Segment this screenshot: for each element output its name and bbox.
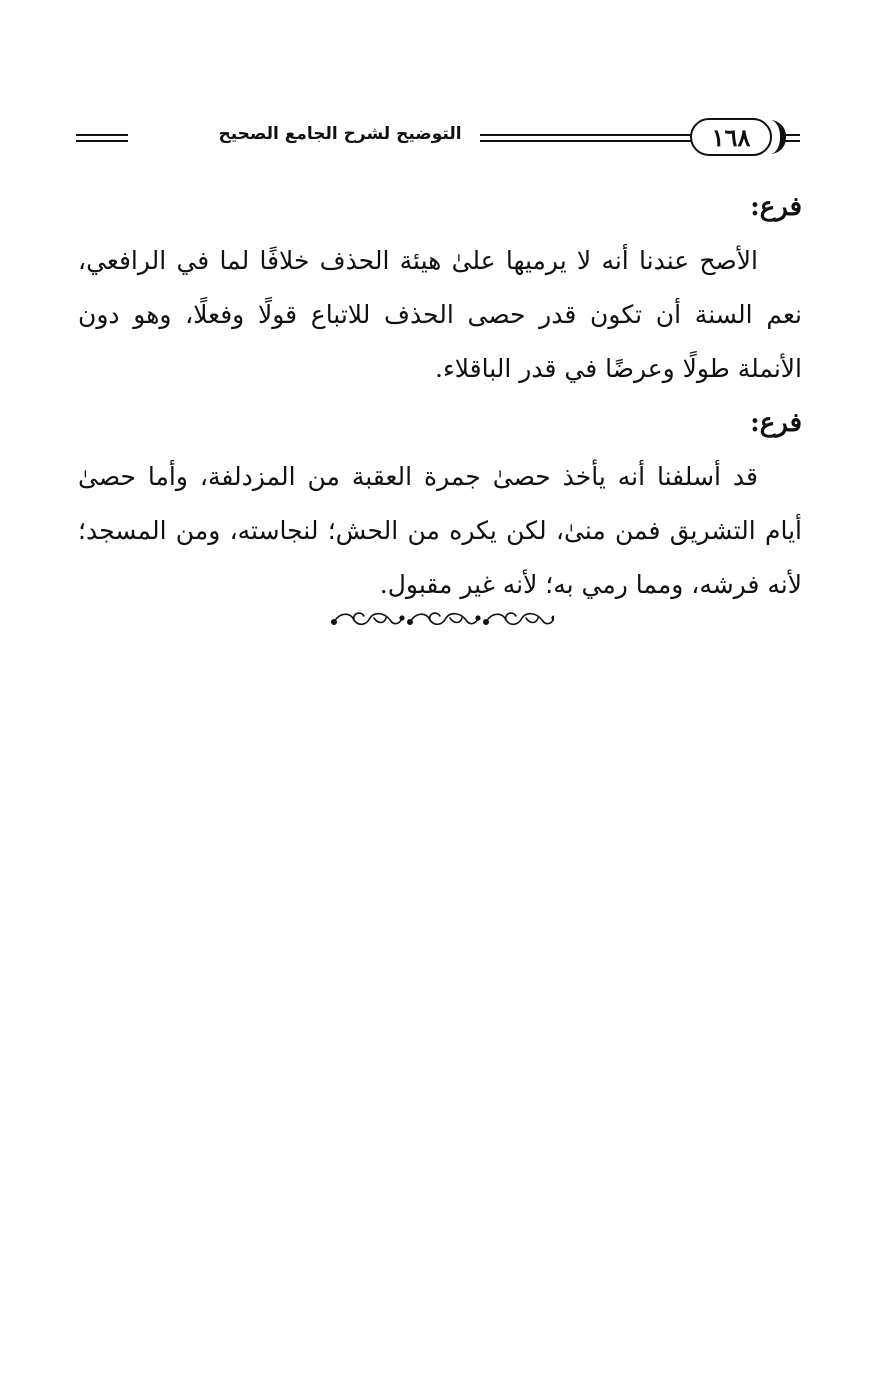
section-heading: فرع:	[750, 408, 802, 438]
floral-divider-icon	[330, 606, 554, 632]
floral-motif-icon	[332, 613, 404, 624]
page-body	[78, 180, 802, 612]
floral-motif-icon	[484, 613, 554, 624]
header-rule-left-bottom	[76, 140, 128, 142]
page-badge-tail	[770, 120, 786, 154]
floral-motif-icon	[408, 613, 480, 624]
running-title: التوضيح لشرح الجامع الصحيح	[200, 124, 480, 144]
section-2	[78, 396, 802, 612]
page-header	[70, 116, 800, 162]
page-number: ١٦٨	[690, 118, 772, 156]
header-rule-left-top	[76, 134, 128, 136]
section-paragraph: الأصح عندنا أنه لا يرميها علىٰ هيئة الحذف خلافًا لما في الرافعي، نعم السنة أن تكون قدر حصى الحذف للاتباع قولًا وفعلًا، وهو دون الأنملة طولًا وعرضًا في قدر الباقلاء.	[78, 246, 802, 383]
section-1	[78, 180, 802, 396]
section-heading: فرع:	[750, 192, 802, 222]
section-paragraph: قد أسلفنا أنه يأخذ حصىٰ جمرة العقبة من المزدلفة، وأما حصىٰ أيام التشريق فمن منىٰ، لكن يكره من الحش؛ لنجاسته، ومن المسجد؛ لأنه فرشه، ومما رمي به؛ لأنه غير مقبول.	[78, 462, 802, 599]
